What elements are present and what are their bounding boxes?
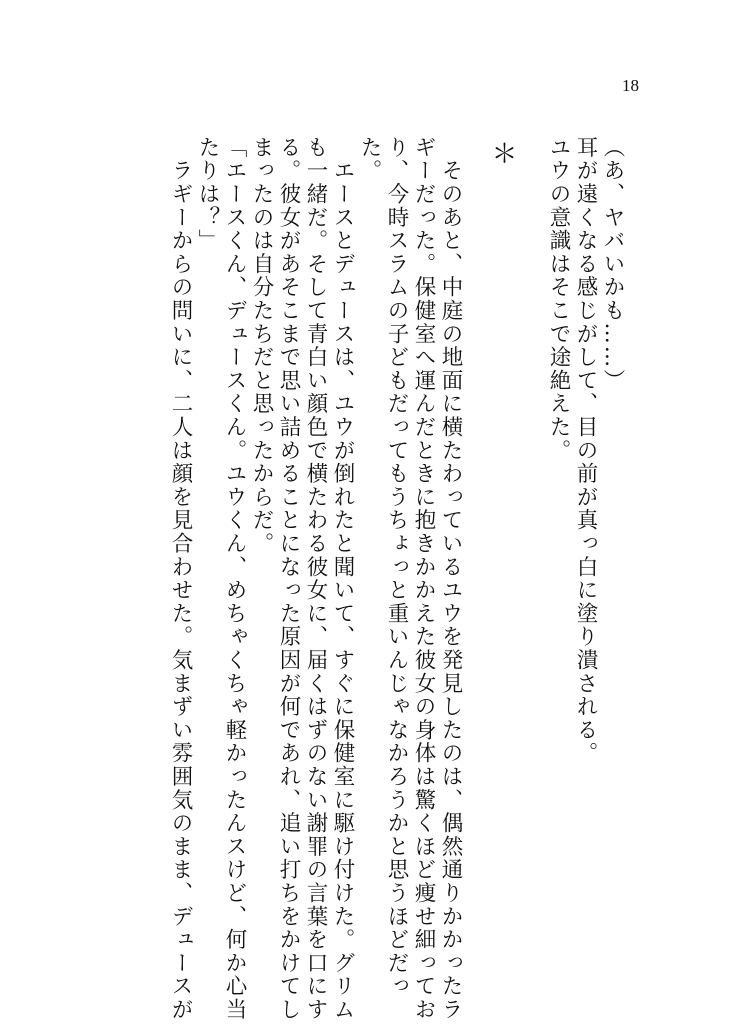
text-line: ユウの意識はそこで途絶えた。: [546, 136, 571, 463]
text-line: ラギーからの問いに、二人は顔を見合わせた。気まずい雰囲気のまま、デュースが: [168, 136, 193, 1022]
text-line: [462, 136, 488, 956]
text-line: （あ、ヤバいかも……）: [600, 136, 625, 393]
text-line: た。: [357, 136, 382, 183]
text-line: も一緒だ。そして青白い顔色で横たわる彼女に、届くはずのない謝罪の言葉を口にす: [303, 136, 328, 1022]
page-number: 18: [622, 76, 639, 95]
text-line: まったのは自分たちだと思ったからだ。: [249, 136, 274, 556]
text-line: り、今時スラムの子どもだってもうちょっと重いんじゃなかろうかと思うほどだっ: [384, 136, 409, 999]
text-line: [516, 136, 542, 956]
text-line: そのあと、中庭の地面に横たわっているユウを発見したのは、偶然通りかかったラ: [438, 136, 463, 1022]
text-line: ギーだった。保健室へ運んだときに抱きかかえた彼女の身体は驚くほど痩せ細ってお: [411, 136, 436, 1022]
text-line: エースとデュースは、ユウが倒れたと聞いて、すぐに保健室に駆け付けた。グリム: [330, 136, 355, 1022]
text-line: 耳が遠くなる感じがして、目の前が真っ白に塗り潰される。: [573, 136, 598, 766]
section-break-asterisk: ＊: [487, 140, 517, 168]
text-line: 「エースくん、デュースくん。ユウくん、めちゃくちゃ軽かったんスけど、何か心当: [222, 136, 247, 1022]
text-line: る。彼女があそこまで思い詰めることになった原因が何であれ、追い打ちをかけてし: [276, 136, 301, 1022]
text-line: たりは？」: [195, 136, 220, 253]
